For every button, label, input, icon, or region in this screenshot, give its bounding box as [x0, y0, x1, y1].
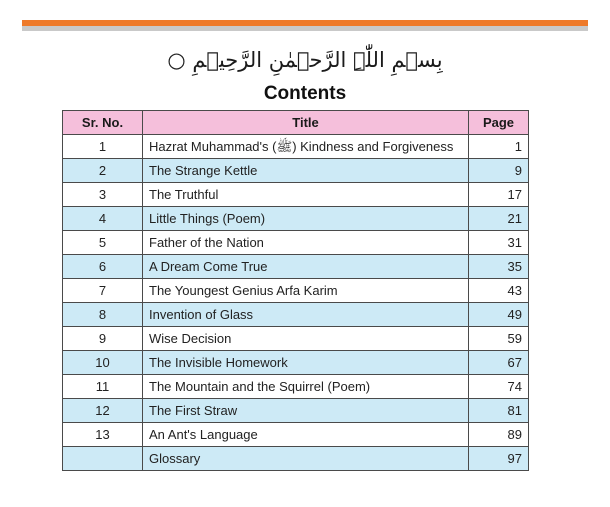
- row-page: 31: [469, 231, 529, 255]
- page-title: Contents: [263, 83, 347, 104]
- row-page: 21: [469, 207, 529, 231]
- row-page: 1: [469, 135, 529, 159]
- row-page: 59: [469, 327, 529, 351]
- row-sr-no: [63, 447, 143, 471]
- table-row: [63, 351, 529, 375]
- table-row-glossary: [63, 447, 529, 471]
- row-sr-no: 6: [63, 255, 143, 279]
- column-header-title: Title: [143, 111, 469, 135]
- column-header-page: Page: [469, 111, 529, 135]
- row-page: 81: [469, 399, 529, 423]
- row-title: Little Things (Poem): [143, 207, 469, 231]
- table-row: [63, 159, 529, 183]
- row-sr-no: 13: [63, 423, 143, 447]
- row-sr-no: 5: [63, 231, 143, 255]
- row-sr-no: 11: [63, 375, 143, 399]
- row-page: 9: [469, 159, 529, 183]
- row-sr-no: 4: [63, 207, 143, 231]
- table-row: [63, 255, 529, 279]
- row-title: Wise Decision: [143, 327, 469, 351]
- table-row: [63, 375, 529, 399]
- table-row: [63, 183, 529, 207]
- row-sr-no: 12: [63, 399, 143, 423]
- table-row: [63, 327, 529, 351]
- table-row: [63, 423, 529, 447]
- column-header-sr-no: Sr. No.: [63, 111, 143, 135]
- row-title: Father of the Nation: [143, 231, 469, 255]
- table-row: [63, 207, 529, 231]
- row-title: Glossary: [143, 447, 469, 471]
- table-row: [63, 303, 529, 327]
- row-sr-no: 9: [63, 327, 143, 351]
- table-row: [63, 135, 529, 159]
- table-row: [63, 231, 529, 255]
- row-page: 89: [469, 423, 529, 447]
- row-sr-no: 3: [63, 183, 143, 207]
- row-page: 43: [469, 279, 529, 303]
- row-title: Invention of Glass: [143, 303, 469, 327]
- row-title: The First Straw: [143, 399, 469, 423]
- row-title: An Ant's Language: [143, 423, 469, 447]
- row-sr-no: 8: [63, 303, 143, 327]
- row-page: 97: [469, 447, 529, 471]
- row-page: 17: [469, 183, 529, 207]
- row-page: 35: [469, 255, 529, 279]
- row-title: The Invisible Homework: [143, 351, 469, 375]
- bismillah-inscription: بِسۡمِ اللّٰہِ الرَّحۡمٰنِ الرَّحِیۡمِ ○: [167, 48, 443, 72]
- table-row: [63, 399, 529, 423]
- row-sr-no: 10: [63, 351, 143, 375]
- row-page: 49: [469, 303, 529, 327]
- row-page: 74: [469, 375, 529, 399]
- row-title: The Strange Kettle: [143, 159, 469, 183]
- row-sr-no: 7: [63, 279, 143, 303]
- top-decorative-band: [22, 20, 588, 31]
- table-header-row: [63, 111, 529, 135]
- table-row: [63, 279, 529, 303]
- contents-table: [62, 110, 529, 471]
- row-title: A Dream Come True: [143, 255, 469, 279]
- row-sr-no: 2: [63, 159, 143, 183]
- row-title: The Youngest Genius Arfa Karim: [143, 279, 469, 303]
- row-sr-no: 1: [63, 135, 143, 159]
- row-title: The Mountain and the Squirrel (Poem): [143, 375, 469, 399]
- row-title: The Truthful: [143, 183, 469, 207]
- row-title: Hazrat Muhammad's (ﷺ) Kindness and Forgiveness: [143, 135, 469, 159]
- row-page: 67: [469, 351, 529, 375]
